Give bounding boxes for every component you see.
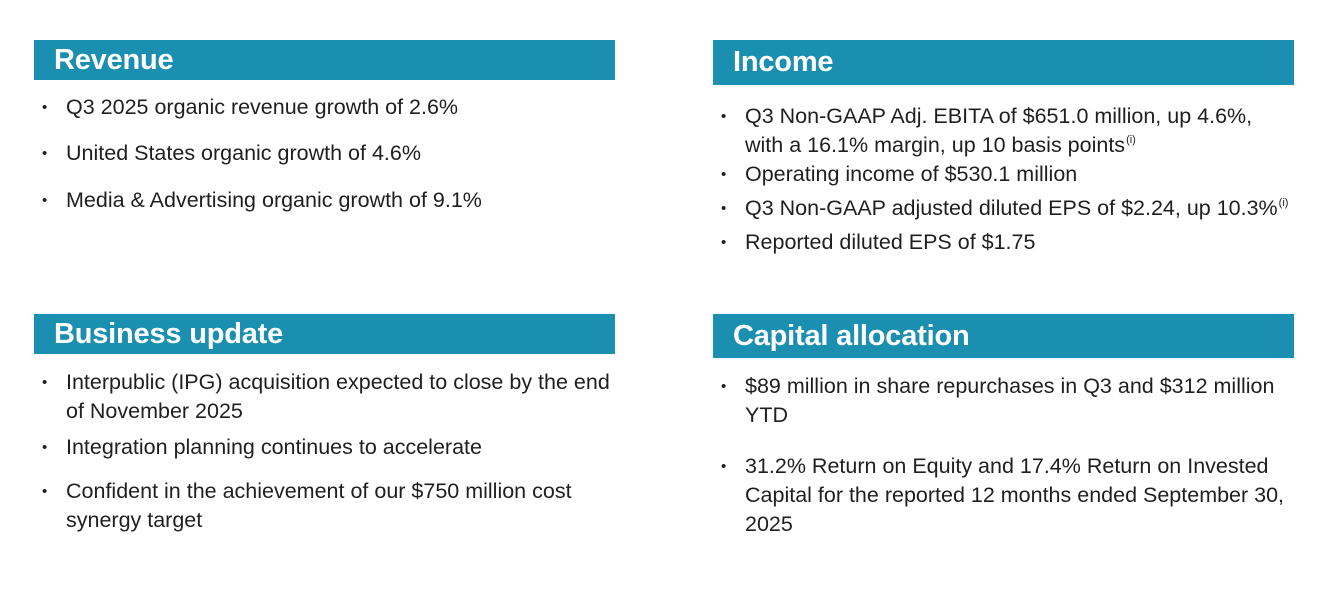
- bullet-icon: •: [42, 99, 48, 116]
- bullet-icon: •: [42, 192, 48, 209]
- bullet-text: Reported diluted EPS of $1.75: [745, 230, 1036, 254]
- business-update-panel: [34, 314, 615, 535]
- bullet-icon: •: [721, 166, 727, 183]
- capital-bullet: [713, 372, 1294, 430]
- revenue-bullet: [34, 93, 615, 122]
- revenue-bullets: [34, 93, 615, 215]
- bullet-text: Q3 Non-GAAP adjusted diluted EPS of $2.24, up 10.3%: [745, 196, 1278, 220]
- revenue-bullet: [34, 186, 615, 215]
- footnote-marker: (i): [1278, 197, 1289, 209]
- income-bullet: [713, 228, 1294, 257]
- bullet-text: $89 million in share repurchases in Q3 and $312 million YTD: [745, 374, 1275, 427]
- income-header: Income: [713, 40, 1294, 85]
- business-bullet: [34, 477, 615, 535]
- bullet-text: Q3 Non-GAAP Adj. EBITA of $651.0 million, up 4.6%, with a 16.1% margin, up 10 basis points: [745, 104, 1253, 157]
- capital-allocation-panel: [713, 314, 1294, 539]
- capital-bullet: [713, 452, 1294, 539]
- income-bullet: [713, 160, 1294, 189]
- revenue-bullet: [34, 139, 615, 168]
- business-bullet: [34, 433, 615, 462]
- bullet-text: Interpublic (IPG) acquisition expected to close by the end of November 2025: [66, 370, 610, 423]
- business-bullet: [34, 368, 615, 426]
- bullet-icon: •: [42, 439, 48, 456]
- bullet-icon: •: [42, 483, 48, 500]
- capital-allocation-header: Capital allocation: [713, 314, 1294, 358]
- revenue-panel: [34, 40, 615, 215]
- bullet-text: United States organic growth of 4.6%: [66, 141, 421, 165]
- bullet-icon: •: [721, 458, 727, 475]
- bullet-icon: •: [721, 378, 727, 395]
- bullet-text: 31.2% Return on Equity and 17.4% Return on Invested Capital for the reported 12 months ended September 30, 2025: [745, 454, 1285, 536]
- bullet-text: Operating income of $530.1 million: [745, 162, 1078, 186]
- bullet-text: Confident in the achievement of our $750 million cost synergy target: [66, 479, 572, 532]
- footnote-marker: (i): [1126, 134, 1136, 146]
- business-update-header: Business update: [34, 314, 615, 354]
- income-bullets: [713, 102, 1294, 257]
- bullet-icon: •: [721, 200, 727, 217]
- bullet-text: Q3 2025 organic revenue growth of 2.6%: [66, 95, 459, 119]
- bullet-icon: •: [42, 145, 48, 162]
- bullet-text: Media & Advertising organic growth of 9.1%: [66, 188, 482, 212]
- bullet-icon: •: [42, 374, 48, 391]
- bullet-icon: •: [721, 234, 727, 251]
- bullet-text: Integration planning continues to accelerate: [66, 435, 482, 459]
- bullet-icon: •: [721, 108, 727, 125]
- income-bullet: [713, 102, 1294, 160]
- capital-bullets: [713, 372, 1294, 539]
- revenue-header: Revenue: [34, 40, 615, 80]
- business-bullets: [34, 368, 615, 535]
- income-bullet: [713, 194, 1294, 223]
- income-panel: [713, 40, 1294, 257]
